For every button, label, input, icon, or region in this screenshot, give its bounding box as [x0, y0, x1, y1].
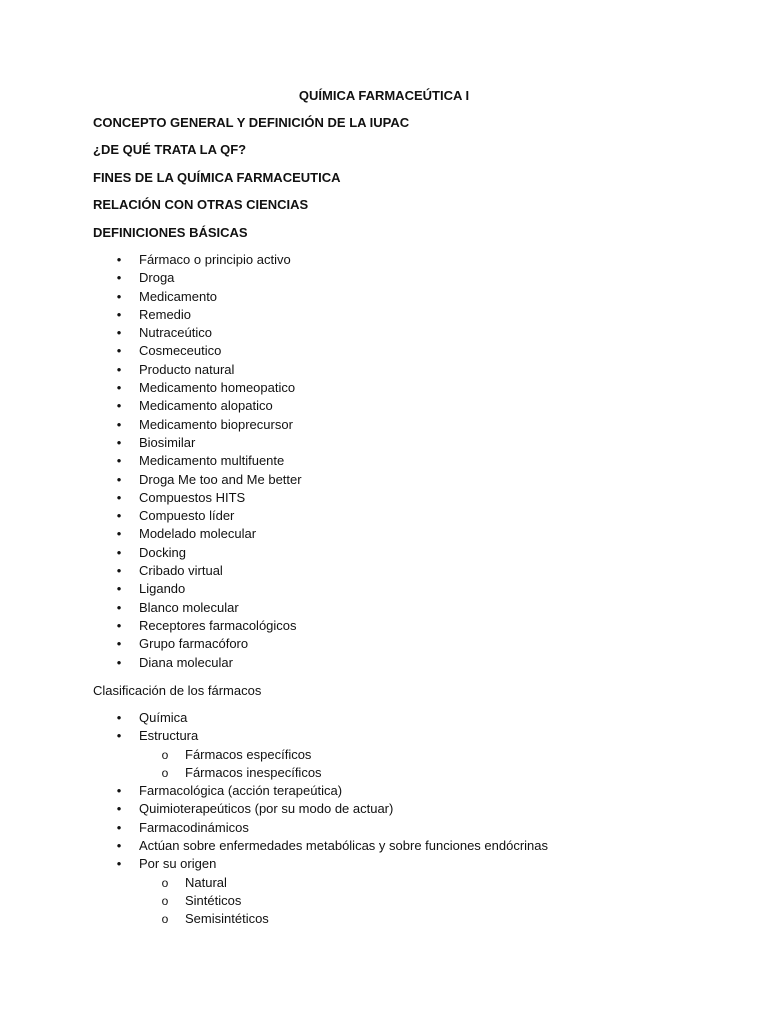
list-item [0, 819, 548, 837]
list-item [0, 617, 302, 635]
list-item-label: Compuesto líder [139, 508, 235, 524]
list-item-label: Medicamento homeopatico [139, 380, 296, 396]
bullet-icon: • [116, 288, 122, 304]
heading-fines: FINES DE LA QUÍMICA FARMACEUTICA [93, 170, 341, 185]
bullet-icon: • [116, 489, 122, 505]
list-item-label: Fármacos inespecíficos [185, 764, 322, 780]
sub-bullet-icon: o [161, 747, 169, 762]
bullet-icon: • [116, 508, 122, 524]
list-item [0, 782, 548, 800]
bullet-icon: • [116, 361, 122, 377]
bullet-icon: • [116, 581, 122, 597]
list-item-label: Cribado virtual [139, 563, 223, 579]
bullet-icon: • [116, 544, 122, 560]
heading-definiciones-basicas: DEFINICIONES BÁSICAS [93, 225, 248, 240]
list-item [0, 397, 302, 415]
list-item [0, 434, 302, 452]
sub-list-item [0, 746, 548, 764]
bullet-icon: • [116, 398, 122, 414]
list-item-label: Cosmeceutico [139, 343, 222, 359]
list-item-label: Semisintéticos [185, 911, 269, 927]
list-item-label: Fármaco o principio activo [139, 252, 291, 267]
list-item-label: Actúan sobre enfermedades metabólicas y sobre funciones endócrinas [139, 838, 549, 854]
clasificacion-list [0, 709, 548, 929]
list-item [0, 727, 548, 745]
bullet-icon: • [116, 471, 122, 487]
list-item [0, 489, 302, 507]
list-item-label: Compuestos HITS [139, 489, 246, 505]
list-item [0, 288, 302, 306]
list-item [0, 709, 548, 727]
sub-bullet-icon: o [161, 875, 169, 890]
list-item-label: Biosimilar [139, 434, 196, 450]
list-item [0, 507, 302, 525]
bullet-icon: • [116, 636, 122, 652]
list-item-label: Por su origen [139, 856, 217, 872]
list-item-label: Diana molecular [139, 654, 233, 670]
list-item-label: Droga [139, 270, 175, 286]
bullet-icon: • [116, 380, 122, 396]
list-item-label: Ligando [139, 581, 186, 597]
list-item [0, 342, 302, 360]
definiciones-list [0, 251, 302, 672]
bullet-icon: • [116, 617, 122, 633]
bullet-icon: • [116, 801, 122, 817]
sub-list-item [0, 874, 548, 892]
list-item-label: Droga Me too and Me better [139, 471, 302, 487]
list-item-label: Blanco molecular [139, 599, 239, 615]
list-item [0, 635, 302, 653]
bullet-icon: • [116, 252, 122, 267]
sub-list-item [0, 764, 548, 782]
list-item-label: Medicamento bioprecursor [139, 416, 293, 432]
list-item [0, 361, 302, 379]
bullet-icon: • [116, 343, 122, 359]
list-item [0, 837, 548, 855]
list-item-label: Medicamento alopatico [139, 398, 273, 414]
list-item [0, 855, 548, 873]
bullet-icon: • [116, 856, 122, 872]
sub-bullet-icon: o [161, 912, 169, 927]
sub-list-item [0, 910, 548, 928]
heading-concepto-general: CONCEPTO GENERAL Y DEFINICIÓN DE LA IUPAC [93, 115, 410, 130]
bullet-icon: • [116, 783, 122, 799]
list-item-label: Farmacodinámicos [139, 819, 249, 835]
list-item [0, 525, 302, 543]
bullet-icon: • [116, 526, 122, 542]
list-item [0, 251, 302, 269]
bullet-icon: • [116, 838, 122, 854]
bullet-icon: • [116, 270, 122, 286]
list-item-label: Grupo farmacóforo [139, 636, 249, 652]
bullet-icon: • [116, 654, 122, 670]
bullet-icon: • [116, 710, 122, 725]
list-item-label: Medicamento [139, 288, 218, 304]
bullet-icon: • [116, 306, 122, 322]
sub-bullet-icon: o [161, 893, 169, 908]
list-item [0, 599, 302, 617]
sub-bullet-icon: o [161, 765, 169, 780]
list-item [0, 306, 302, 324]
list-item [0, 544, 302, 562]
bullet-icon: • [116, 599, 122, 615]
list-item-label: Producto natural [139, 361, 235, 377]
bullet-icon: • [116, 563, 122, 579]
bullet-icon: • [116, 434, 122, 450]
list-item-label: Sintéticos [185, 892, 242, 908]
list-item-label: Nutraceútico [139, 325, 212, 341]
bullet-icon: • [116, 453, 122, 469]
list-item [0, 379, 302, 397]
bullet-icon: • [116, 819, 122, 835]
list-item [0, 562, 302, 580]
list-item [0, 800, 548, 818]
heading-relacion: RELACIÓN CON OTRAS CIENCIAS [93, 197, 309, 212]
list-item [0, 452, 302, 470]
list-item-label: Estructura [139, 728, 199, 744]
heading-de-que-trata: ¿DE QUÉ TRATA LA QF? [93, 142, 247, 157]
bullet-icon: • [116, 416, 122, 432]
list-item-label: Quimioterapeúticos (por su modo de actuar) [139, 801, 394, 817]
list-item [0, 471, 302, 489]
list-item-label: Química [139, 710, 188, 725]
list-item [0, 416, 302, 434]
list-item-label: Receptores farmacológicos [139, 617, 297, 633]
list-item-label: Fármacos específicos [185, 746, 312, 762]
list-item-label: Modelado molecular [139, 526, 257, 542]
list-item-label: Natural [185, 874, 227, 890]
list-item-label: Farmacológica (acción terapeútica) [139, 783, 343, 799]
list-item [0, 324, 302, 342]
document-title: QUÍMICA FARMACEÚTICA I [298, 88, 470, 103]
list-item [0, 269, 302, 287]
list-item-label: Remedio [139, 306, 192, 322]
bullet-icon: • [116, 325, 122, 341]
sub-list-item [0, 892, 548, 910]
list-item-label: Medicamento multifuente [139, 453, 285, 469]
list-item-label: Docking [139, 544, 186, 560]
clasificacion-heading: Clasificación de los fármacos [93, 683, 262, 698]
list-item [0, 580, 302, 598]
list-item [0, 654, 302, 672]
bullet-icon: • [116, 728, 122, 744]
